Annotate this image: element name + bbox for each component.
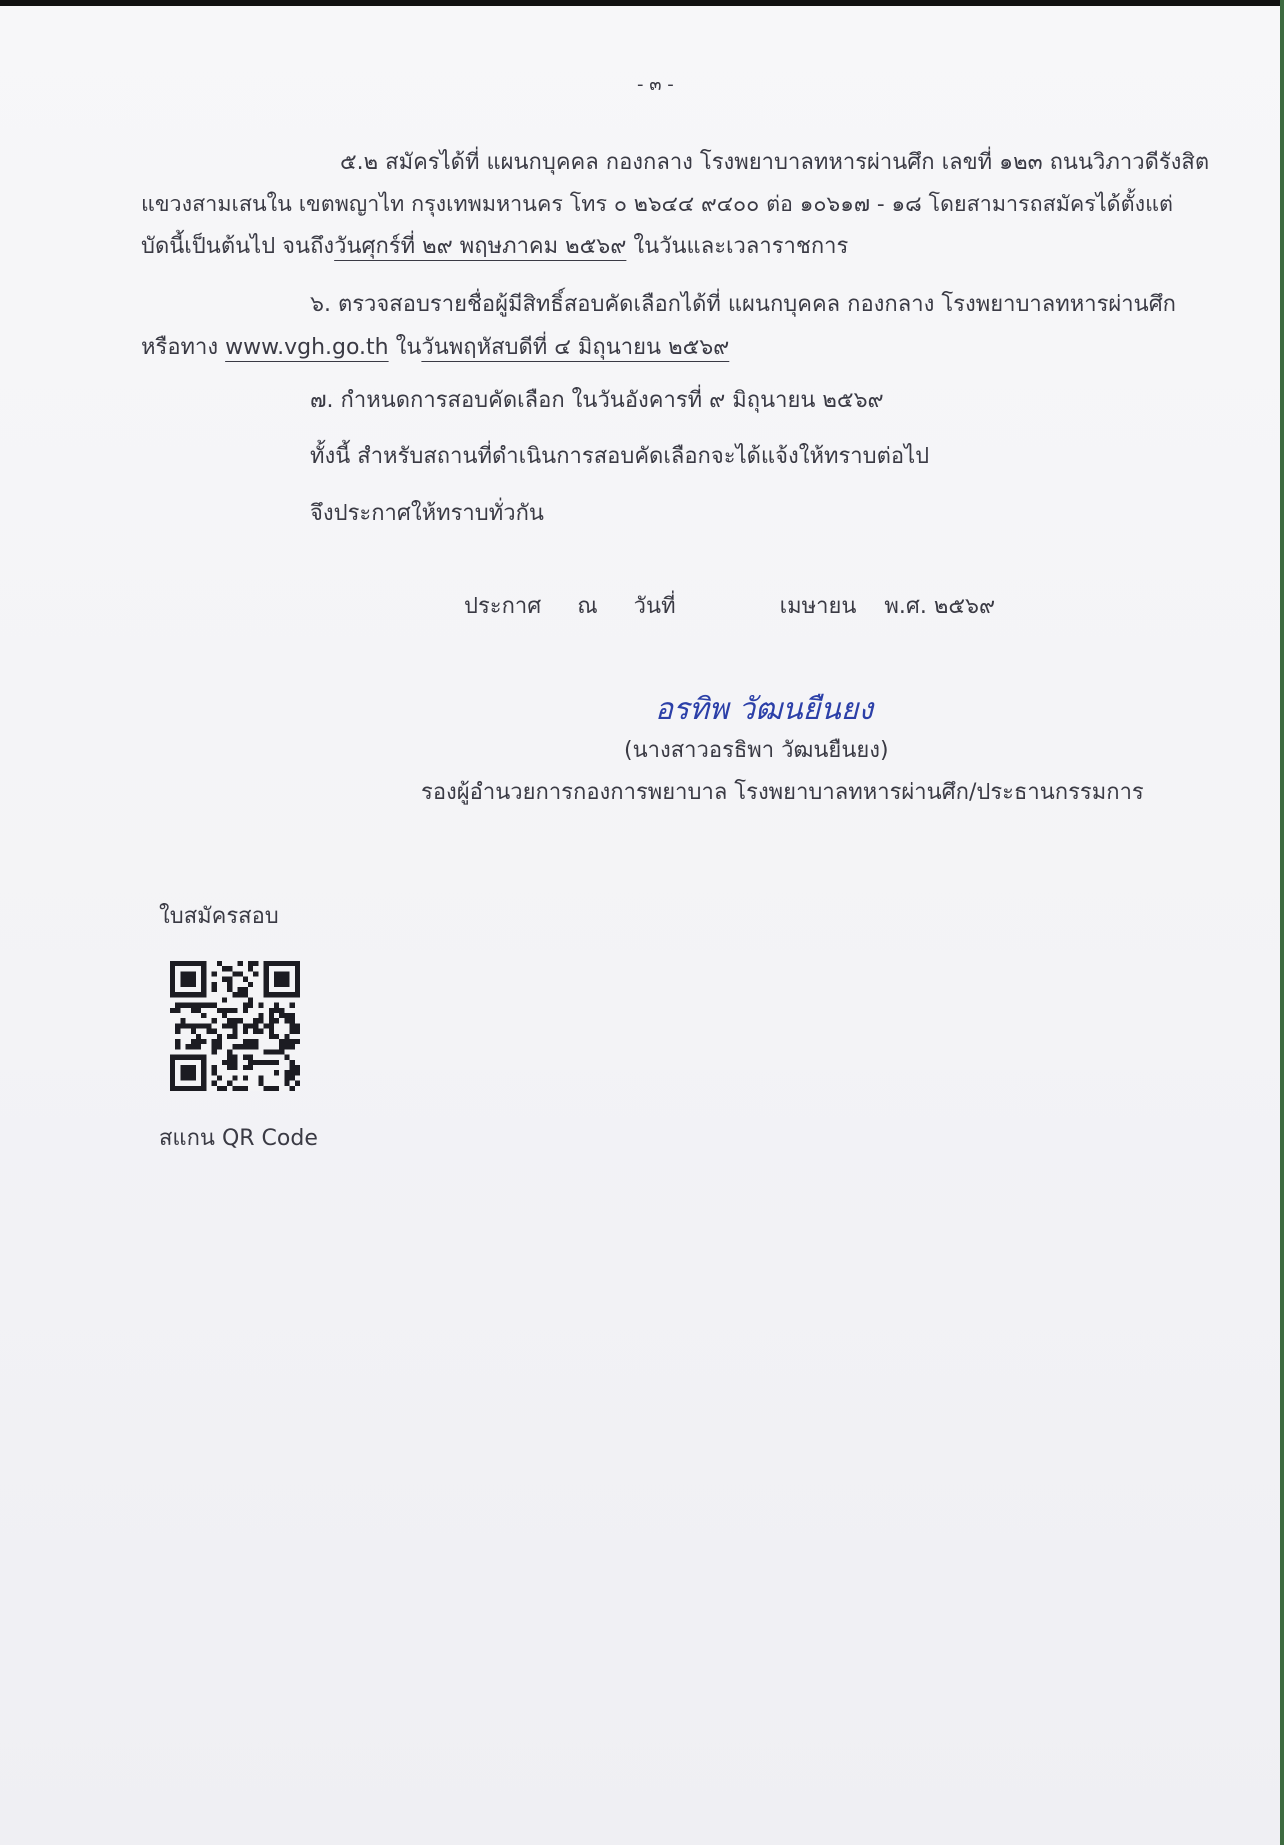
signatory-position: รองผู้อำนวยการกองการพยาบาล โรงพยาบาลทหารผ่านศึก/ประธานกรรมการ [421,780,1144,805]
document-page [0,6,1280,1845]
item-6-date-prefix: ใน [388,335,422,360]
announcement-year-label: พ.ศ. [884,594,927,619]
announcement-label: ประกาศ [464,594,542,619]
announcement-day-label: วันที่ [633,594,676,619]
application-deadline: วันศุกร์ที่ ๒๙ พฤษภาคม ๒๕๖๙ [334,234,627,259]
page-number: - ๓ - [637,74,674,95]
item-5-2-line-3-suffix: ในวันและเวลาราชการ [626,234,849,259]
item-5-2-line-3-prefix: บัดนี้เป็นต้นไป จนถึง [141,234,335,259]
item-5-2-line-1: ๕.๒ สมัครได้ที่ แผนกบุคคล กองกลาง โรงพยาบาลทหารผ่านศึก เลขที่ ๑๒๓ ถนนวิภาวดีรังสิต [340,150,1210,175]
application-form-label: ใบสมัครสอบ [159,904,279,929]
venue-note: ทั้งนี้ สำหรับสถานที่ดำเนินการสอบคัดเลือกจะได้แจ้งให้ทราบต่อไป [310,444,930,469]
item-5-2-line-2: แขวงสามเสนใน เขตพญาไท กรุงเทพมหานคร โทร ๐ ๒๖๔๔ ๙๔๐๐ ต่อ ๑๐๖๑๗ - ๑๘ โดยสามารถสมัครได้ตั้งแต่ [141,192,1173,217]
item-5-2-line-3 [141,236,848,258]
item-6-line-2-prefix: หรือทาง [141,335,226,360]
website-link[interactable]: www.vgh.go.th [225,335,389,360]
qr-code-caption: สแกน QR Code [159,1126,318,1151]
announcement-date-line [464,596,995,618]
candidate-list-date: วันพฤหัสบดีที่ ๔ มิถุนายน ๒๕๖๙ [421,335,730,360]
closing-statement: จึงประกาศให้ทราบทั่วกัน [310,501,544,526]
application-qr-code-icon[interactable] [170,961,300,1091]
item-6-line-2 [141,337,729,359]
announcement-at: ณ [577,594,598,619]
announcement-month: เมษายน [779,594,857,619]
item-6-line-1: ๖. ตรวจสอบรายชื่อผู้มีสิทธิ์สอบคัดเลือกได้ที่ แผนกบุคคล กองกลาง โรงพยาบาลทหารผ่านศึก [310,292,1176,317]
right-green-edge [1280,0,1284,1845]
item-7-exam-date: ๗. กำหนดการสอบคัดเลือก ในวันอังคารที่ ๙ มิถุนายน ๒๕๖๙ [310,388,884,413]
announcement-year: ๒๕๖๙ [933,594,996,619]
signatory-name: (นางสาวอรธิพา วัฒนยืนยง) [624,738,889,763]
handwritten-signature: อรทิพ วัฒนยืนยง [655,692,873,727]
